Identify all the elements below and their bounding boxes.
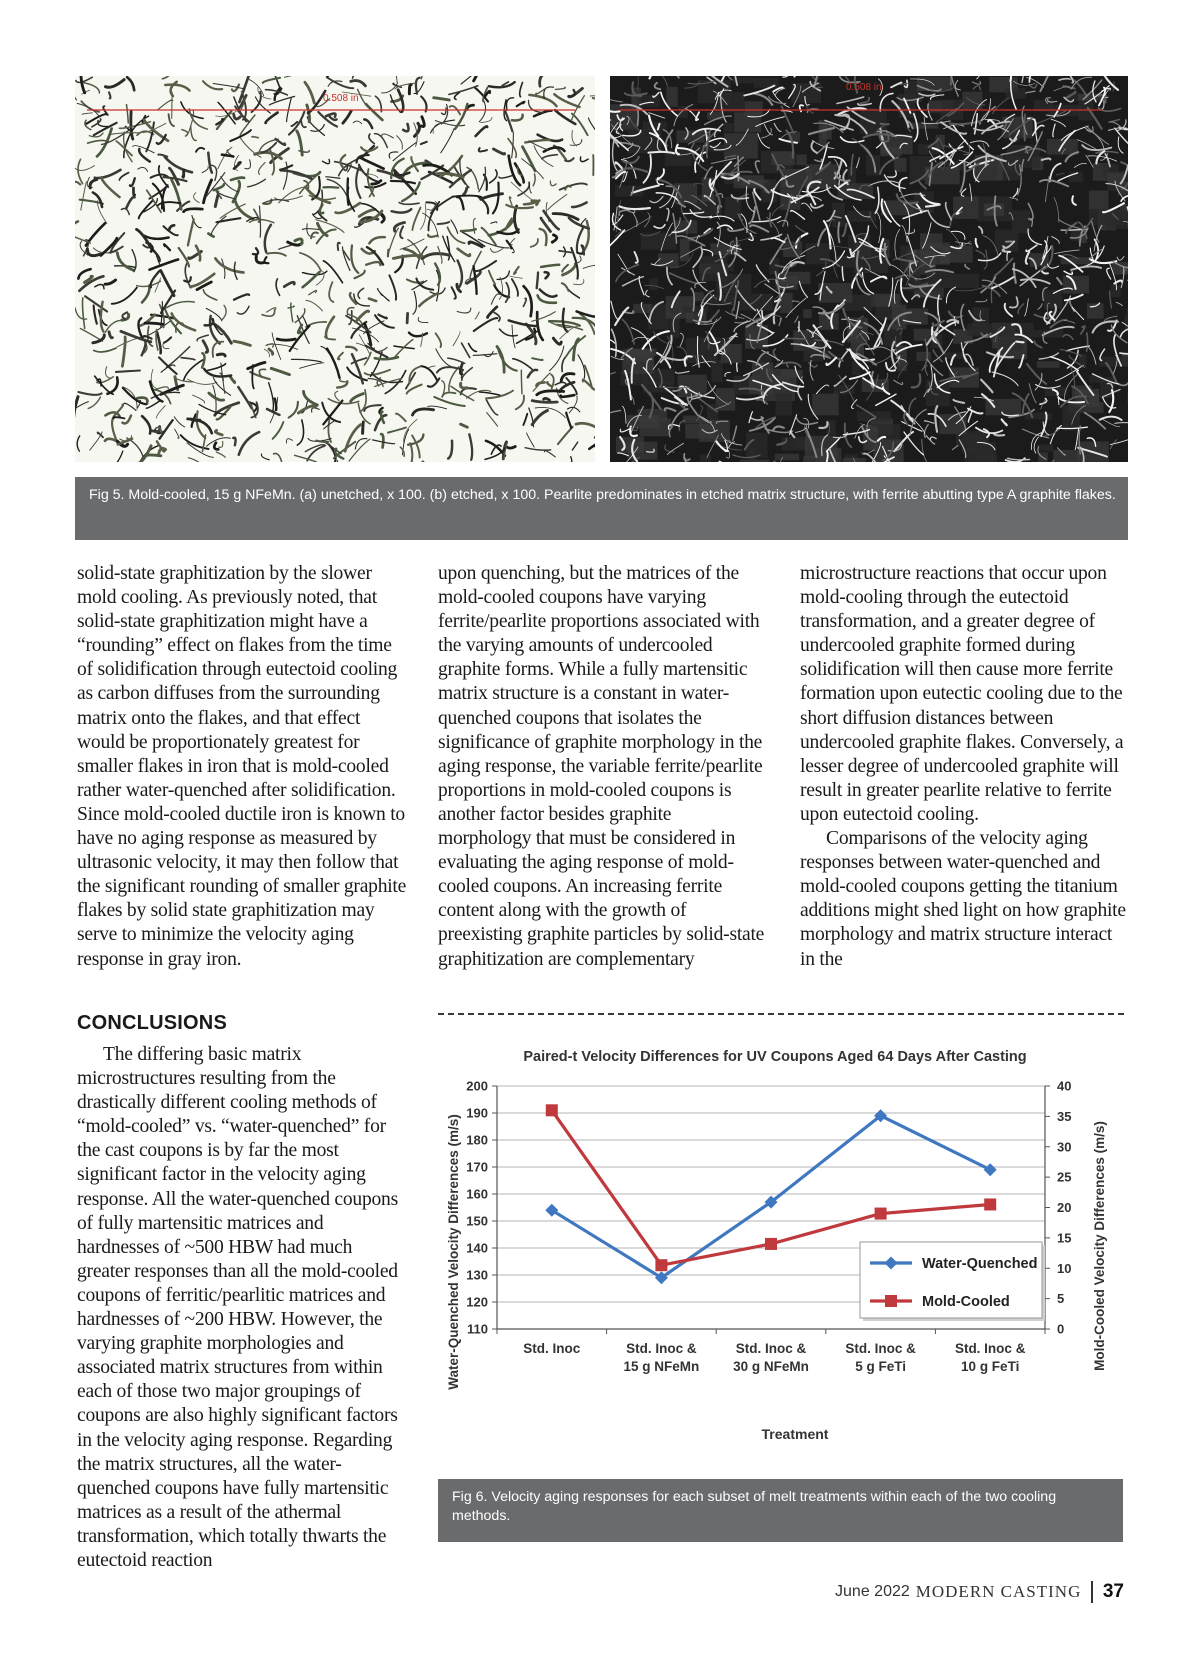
page-number: 37 <box>1102 1581 1124 1602</box>
section-heading-conclusions: CONCLUSIONS <box>77 1012 227 1034</box>
figure-6-chart <box>440 1046 1125 1471</box>
micrograph-unetched <box>75 76 595 462</box>
y-tick-label-right: 35 <box>1057 1108 1072 1124</box>
y-tick-label-left: 170 <box>466 1159 488 1175</box>
conclusions-body <box>77 1043 407 1573</box>
x-tick-label: Std. Inoc & 30 g NFeMn <box>733 1341 809 1374</box>
scale-bar-label-b: 0.508 in <box>846 82 882 93</box>
micrograph-etched-image <box>610 76 1128 462</box>
dashed-divider <box>438 1013 1124 1015</box>
figure-5-caption: Fig 5. Mold-cooled, 15 g NFeMn. (a) unetched, x 100. (b) etched, x 100. Pearlite predominates in etched matrix structure, with ferrite abutting type A graphite flakes. <box>75 477 1128 540</box>
y-axis-label-right: Mold-Cooled Velocity Differences (m/s) <box>1092 1121 1107 1371</box>
y-tick-label-right: 20 <box>1057 1200 1072 1215</box>
y-tick-label-right: 15 <box>1057 1230 1072 1246</box>
y-tick-label-left: 130 <box>466 1267 488 1283</box>
y-tick-label-left: 120 <box>466 1294 488 1310</box>
y-tick-label-left: 110 <box>467 1321 488 1337</box>
legend-marker <box>885 1295 897 1307</box>
y-tick-label-left: 200 <box>466 1078 488 1094</box>
y-tick-label-right: 5 <box>1057 1291 1065 1307</box>
y-tick-label-right: 10 <box>1057 1260 1072 1276</box>
data-point <box>546 1104 558 1116</box>
y-tick-label-right: 25 <box>1057 1169 1072 1185</box>
etched-structure <box>610 76 1128 462</box>
y-tick-label-left: 160 <box>466 1186 488 1202</box>
paragraph: upon quenching, but the matrices of the mold-cooled coupons have varying ferrite/pearlite proportions associated with the varying amounts of undercooled graphite forms. While a fully martensitic matrix structure is a constant in water-quenched coupons that isolates the significance of graphite morphology in the aging response, the variable ferrite/pearlite proportions in mold-cooled coupons is another factor besides graphite morphology that must be considered in evaluating the aging response of mold-cooled coupons. An increasing ferrite content along with the growth of preexisting graphite particles by solid-state graphitization are complementary <box>438 563 765 970</box>
x-tick-label: Std. Inoc & 15 g NFeMn <box>623 1341 700 1374</box>
chart-axes <box>466 1079 1071 1375</box>
figure-6-caption: Fig 6. Velocity aging responses for each subset of melt treatments within each of the two cooling methods. <box>438 1479 1123 1542</box>
micrograph-unetched-image <box>75 76 595 462</box>
y-tick-label-left: 180 <box>466 1132 488 1148</box>
data-point <box>984 1198 996 1210</box>
paragraph: microstructure reactions that occur upon mold-cooling through the eutectoid transformation, and a greater degree of undercooled graphite formed during solidification will then cause more ferrite formation upon eutectic cooling due to the short diffusion distances between undercooled graphite flakes. Conversely, a lesser degree of undercooled graphite will result in greater pearlite relative to ferrite upon eutectoid cooling. <box>800 563 1124 825</box>
body-column-3 <box>800 562 1130 972</box>
magazine-name: MODERN CASTING <box>915 1582 1082 1601</box>
paragraph: solid-state graphitization by the slower mold cooling. As previously noted, that solid-state graphitization might have a “rounding” effect on flakes from the time of solidification through eutectoid cooling as carbon diffuses from the surrounding matrix onto the flakes, and that effect would be proportionately greatest for smaller flakes in iron that is mold-cooled rather water-quenched after solidification. Since mold-cooled ductile iron is known to have no aging response as measured by ultrasonic velocity, it may then follow that the significant rounding of smaller graphite flakes by solid state graphitization may serve to minimize the velocity aging response in gray iron. <box>77 563 407 970</box>
paragraph: Comparisons of the velocity aging responses between water-quenched and mold-cooled coupons getting the titanium additions might shed light on how graphite morphology and matrix structure interact in the <box>800 828 1126 970</box>
legend-label: Water-Quenched <box>922 1256 1038 1272</box>
micrograph-etched <box>610 76 1128 462</box>
data-point <box>655 1259 667 1271</box>
scale-bar-label-a: 0.508 in <box>323 93 359 104</box>
legend-label: Mold-Cooled <box>922 1294 1010 1310</box>
x-tick-label: Std. Inoc & 5 g FeTi <box>845 1341 916 1374</box>
data-point <box>984 1163 997 1176</box>
y-axis-label-left: Water-Quenched Velocity Differences (m/s) <box>446 1114 461 1390</box>
x-tick-label: Std. Inoc & 10 g FeTi <box>954 1341 1026 1374</box>
y-tick-label-right: 0 <box>1057 1321 1065 1337</box>
y-tick-label-right: 30 <box>1057 1139 1072 1155</box>
y-tick-label-left: 150 <box>466 1213 488 1229</box>
chart-title: Paired-t Velocity Differences for UV Coupons Aged 64 Days After Casting <box>523 1049 1027 1065</box>
paragraph: The differing basic matrix microstructures resulting from the drastically different cooling methods of “mold-cooled” vs. “water-quenched” for the cast coupons is by far the most significant factor in the velocity aging response. All the water-quenched coupons of fully martensitic matrices and hardnesses of ~500 HBW had much greater responses than all the mold-cooled coupons of ferritic/pearlitic matrices and hardnesses of ~200 HBW. However, the varying graphite morphologies and associated matrix structures from within each of those two major groupings of coupons are also highly significant factors in the velocity aging response. Regarding the matrix structures, all the water-quenched coupons have fully martensitic matrices as a result of the athermal transformation, which totally thwarts the eutectoid reaction <box>77 1044 398 1571</box>
body-column-2 <box>438 562 768 972</box>
y-tick-label-left: 140 <box>466 1240 488 1256</box>
footer-separator <box>1091 1581 1093 1603</box>
x-axis-label: Treatment <box>761 1426 829 1442</box>
data-point <box>765 1238 777 1250</box>
issue-date: June 2022 <box>835 1583 910 1600</box>
chart-legend <box>860 1242 1045 1321</box>
page-footer <box>835 1579 1124 1605</box>
x-tick-label: Std. Inoc <box>523 1341 581 1356</box>
y-tick-label-left: 190 <box>466 1105 488 1121</box>
y-tick-label-right: 40 <box>1057 1078 1072 1094</box>
body-column-1 <box>77 562 407 972</box>
data-point <box>875 1208 887 1220</box>
graphite-flakes <box>75 76 595 462</box>
